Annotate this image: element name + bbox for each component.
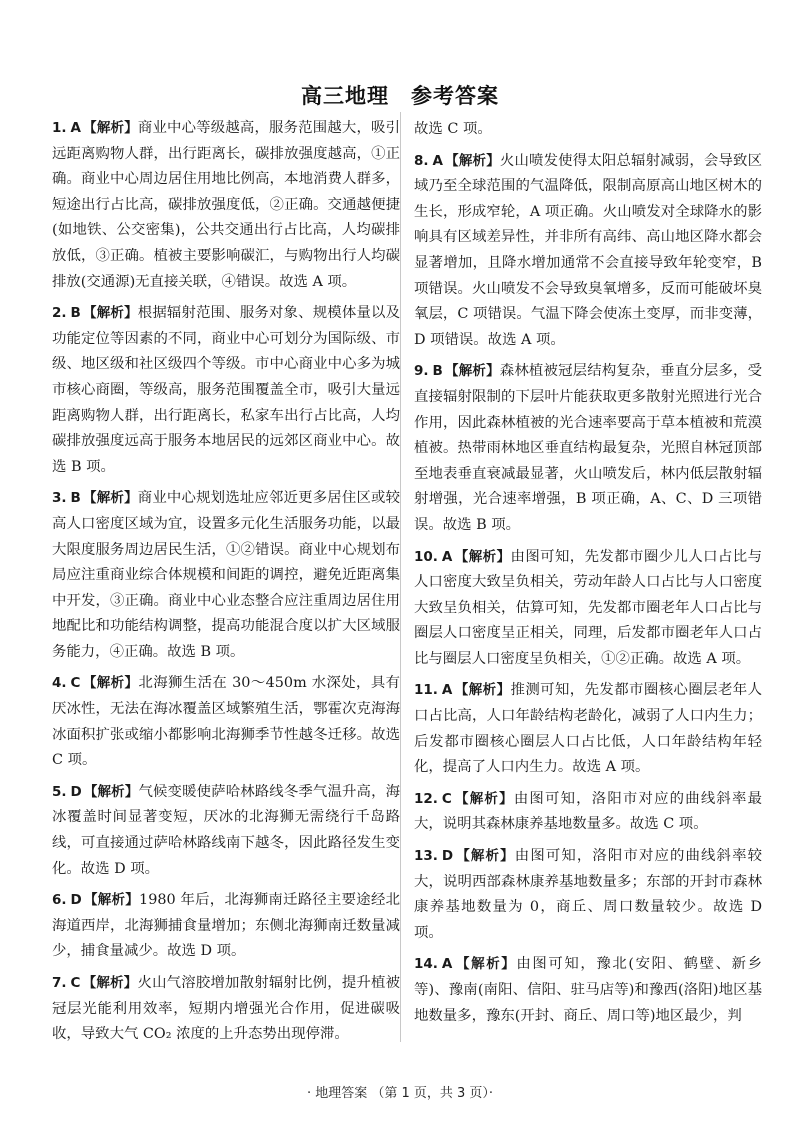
analysis-text: 北海狮生活在 30～450m 水深处，具有厌冰性，无法在海冰覆盖区域繁殖生活，鄂霍次克海海冰面积扩张或缩小都影响北海狮季节性越冬迁移。故选 C 项。 bbox=[52, 675, 401, 769]
answer-item bbox=[414, 787, 762, 838]
answer-item bbox=[414, 952, 762, 1029]
analysis-tag: 【解析】 bbox=[82, 490, 138, 507]
analysis-tag: 【解析】 bbox=[82, 975, 138, 991]
question-number: 2. bbox=[52, 305, 67, 322]
answer-letter: C bbox=[70, 975, 81, 991]
title-subject: 高三地理 bbox=[301, 84, 389, 108]
analysis-text: 商业中心等级越高，服务范围越大，吸引远距离购物人群，出行距离长，碳排放强度越高，①正确。商业中心周边居住用地比例高，本地消费人群多，短途出行占比高，碳排放强度低，②正确。交通越便捷(如地铁、公交密集)，公共交通出行占比高，人均碳排放低，③正确。植被主要影响碳汇，与购物出行人均碳排放(交通源)无直接关联，④错误。故选 A 项。 bbox=[52, 120, 400, 290]
answer-letter: B bbox=[432, 363, 443, 380]
answer-letter: A bbox=[70, 120, 81, 136]
answer-item bbox=[52, 116, 400, 295]
answer-letter: A bbox=[441, 956, 453, 973]
analysis-tag: 【解析】 bbox=[455, 848, 515, 865]
answer-item bbox=[52, 486, 400, 665]
answer-item bbox=[414, 844, 762, 946]
page-footer: · 地理答案 （第 1 页，共 3 页）· bbox=[306, 1086, 494, 1101]
analysis-text: 商业中心规划选址应邻近更多居住区或较高人口密度区域为宜，设置多元化生活服务功能，以最大限度服务周边居民生活，①②错误。商业中心规划布局应注重商业综合体规模和间距的调控，避免近距离集中开发，③正确。商业中心业态整合应注重周边居住用地配比和功能结构调整，提高功能混合度以扩大区域服务能力，④正确。故选 B 项。 bbox=[52, 490, 400, 660]
answer-item bbox=[414, 359, 762, 538]
question-number: 9. bbox=[414, 363, 429, 380]
analysis-tag: 【解析】 bbox=[83, 892, 140, 909]
analysis-text: 由图可知，豫北(安阳、鹤壁、新乡等)、豫南(南阳、信阳、驻马店等)和豫西(洛阳)地区基地数量多，豫东(开封、商丘、周口等)地区最少，判 bbox=[414, 956, 763, 1024]
analysis-tag: 【解析】 bbox=[453, 790, 514, 807]
analysis-text: 由图可知，先发都市圈少儿人口占比与人口密度大致呈负相关，劳动年龄人口占比与人口密度大致呈负相关，估算可知，先发都市圈老年人口占比与圈层人口密度呈正相关，同理，后发都市圈老年人口占比与圈层人口密度呈负相关，①②正确。故选 A 项。 bbox=[414, 548, 762, 667]
analysis-tag: 【解析】 bbox=[454, 548, 511, 565]
question-number: 12. bbox=[414, 790, 438, 807]
answer-letter: C bbox=[441, 790, 452, 807]
column-divider bbox=[400, 112, 401, 1042]
analysis-tag: 【解析】 bbox=[82, 305, 138, 322]
analysis-text: 根据辐射范围、服务对象、规模体量以及功能定位等因素的不同，商业中心可划分为国际级、市级、地区级和社区级四个等级。市中心商业中心多为城市核心商圈，等级高，服务范围覆盖全市，吸引大量远距离购物人群，出行距离长，私家车出行占比高，人均碳排放强度远高于服务本地居民的远郊区商业中心。故选 B 项。 bbox=[52, 305, 400, 475]
answer-letter: C bbox=[70, 675, 81, 692]
analysis-tag: 【解析】 bbox=[454, 682, 511, 699]
answer-item bbox=[414, 678, 762, 780]
answer-letter: B bbox=[70, 490, 81, 507]
question-number: 1. bbox=[52, 120, 67, 136]
answer-letter: D bbox=[441, 848, 454, 865]
analysis-tag: 【解析】 bbox=[444, 363, 500, 380]
analysis-text: 1980 年后，北海狮南迁路径主要途经北海道西岸，北海狮捕食量增加；东侧北海狮南迁数量减少，捕食量减少。故选 D 项。 bbox=[52, 892, 400, 960]
analysis-text: 气候变暖使萨哈林路线冬季气温升高，海冰覆盖时间显著变短，厌冰的北海狮无需绕行千岛路线，可直接通过萨哈林路线南下越冬，因此路径发生变化。故选 D 项。 bbox=[52, 783, 400, 877]
question-number: 14. bbox=[414, 956, 438, 973]
answer-item bbox=[52, 888, 400, 965]
analysis-text: 火山喷发使得太阳总辐射减弱，会导致区域乃至全球范围的气温降低，限制高原高山地区树木的生长，形成窄轮，A 项正确。火山喷发对全球降水的影响具有区域差异性，并非所有高纬、高山地区降水都会显著增加，且降水增加通常不会直接导致年轮变窄，B 项错误。火山喷发不会导致臭氧增多，反而可能破坏臭氧层，C 项错误。气温下降会使冻土变厚，而非变薄，D 项错误。故选 A 项。 bbox=[414, 152, 762, 348]
analysis-text: 推测可知，先发都市圈核心圈层老年人口占比高，人口年龄结构老龄化，减弱了人口内生力；后发都市圈核心圈层人口占比低，人口年龄结构年轻化，提高了人口内生力。故选 A 项。 bbox=[414, 682, 762, 776]
question-number: 6. bbox=[52, 892, 67, 909]
analysis-tag: 【解析】 bbox=[82, 675, 139, 692]
title-doc-type: 参考答案 bbox=[411, 84, 499, 108]
question-number: 13. bbox=[414, 848, 438, 865]
analysis-text: 森林植被冠层结构复杂，垂直分层多，受直接辐射限制的下层叶片能获取更多散射光照进行光合作用，因此森林植被的光合速率要高于草本植被和荒漠植被。热带雨林地区垂直结构最复杂，光照自林冠顶部至地表垂直衰减最显著，火山喷发后，林内低层散射辐射增强，光合速率增强，B 项正确，A、C、D 三项错误。故选 B 项。 bbox=[414, 363, 762, 533]
answer-letter: A bbox=[441, 682, 453, 699]
answer-item bbox=[52, 671, 400, 773]
answer-letter: A bbox=[432, 152, 443, 169]
question-number: 3. bbox=[52, 490, 67, 507]
answer-item bbox=[414, 545, 762, 673]
left-column bbox=[52, 116, 400, 1054]
analysis-text: 由图可知，洛阳市对应的曲线斜率最大，说明其森林康养基地数量多。故选 C 项。 bbox=[414, 790, 762, 833]
analysis-text: 火山气溶胶增加散射辐射比例，提升植被冠层光能利用效率，短期内增强光合作用，促进碳吸收，导致大气 CO₂ 浓度的上升态势出现停滞。 bbox=[52, 975, 400, 1043]
answer-item bbox=[52, 780, 400, 882]
answer-letter: D bbox=[70, 892, 82, 909]
answer-letter: B bbox=[70, 305, 81, 322]
analysis-tag: 【解析】 bbox=[83, 783, 139, 800]
question-number: 4. bbox=[52, 675, 67, 692]
analysis-tag: 【解析】 bbox=[82, 120, 138, 136]
analysis-tag: 【解析】 bbox=[454, 956, 517, 973]
page-title bbox=[0, 80, 800, 110]
analysis-tag: 【解析】 bbox=[444, 152, 500, 169]
answer-letter: D bbox=[70, 783, 82, 800]
answer-letter: A bbox=[441, 548, 453, 565]
right-column bbox=[414, 117, 762, 1035]
answer-item bbox=[52, 301, 400, 480]
question-number: 5. bbox=[52, 783, 67, 800]
analysis-text: 由图可知，洛阳市对应的曲线斜率较大，说明西部森林康养基地数量多；东部的开封市森林康养基地数量为 0，商丘、周口数量较少。故选 D 项。 bbox=[414, 848, 762, 941]
answer-item bbox=[414, 149, 762, 354]
answer-item bbox=[52, 971, 400, 1048]
question-number: 8. bbox=[414, 152, 429, 169]
question-number: 10. bbox=[414, 548, 438, 565]
question-number: 11. bbox=[414, 682, 438, 699]
question-number: 7. bbox=[52, 975, 67, 991]
analysis-text: 故选 C 项。 bbox=[414, 121, 492, 137]
answer-item bbox=[414, 117, 762, 143]
